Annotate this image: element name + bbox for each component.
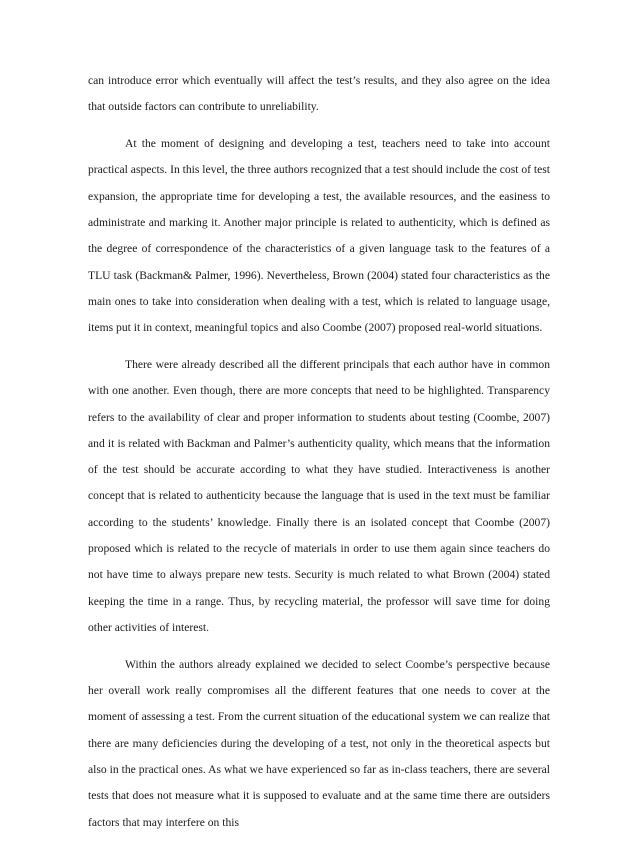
paragraph-practicality-authenticity: At the moment of designing and developing a test, teachers need to take into account practical aspects. In this level, the three authors recognized that a test should include the cost of test expansion, the appropriate time for developing a test, the available resources, and the easiness to administrate and marking it. Another major principle is related to authenticity, which is defined as the degree of correspondence of the characteristics of a given language task to the features of a TLU task (Backman& Palmer, 1996). Nevertheless, Brown (2004) stated four characteristics as the main ones to take into consideration when dealing with a test, which is related to language usage, items put it in context, meaningful topics and also Coombe (2007) proposed real-world situations. (88, 137, 550, 335)
paragraph-transparency-security: There were already described all the different principals that each author have in common with one another. Even though, there are more concepts that need to be highlighted. Transparency refers to the availability of clear and proper information to students about testing (Coombe, 2007) and it is related with Backman and Palmer’s authenticity quality, which means that the information of the test should be accurate according to what they have studied. Interactiveness is another concept that is related to authenticity because the language that is used in the text must be familiar according to the students’ knowledge. Finally there is an isolated concept that Coombe (2007) proposed which is related to the recycle of materials in order to use them again since teachers do not have time to always prepare new tests. Security is much related to what Brown (2004) stated keeping the time in a range. Thus, by recycling material, the professor will save time for doing other activities of interest. (88, 357, 550, 634)
body-text (88, 68, 550, 846)
paragraph-continuation: can introduce error which eventually will affect the test’s results, and they also agree on the idea that outside factors can contribute to unreliability. (88, 74, 550, 114)
paragraph-coombe-perspective: Within the authors already explained we decided to select Coombe’s perspective because her overall work really compromises all the different features that one needs to cover at the moment of assessing a test. From the current situation of the educational system we can realize that there are many deficiencies during the developing of a test, not only in the theoretical aspects but also in the practical ones. As what we have experienced so far as in-class teachers, there are several tests that does not measure what it is supposed to evaluate and at the same time there are outsiders factors that may interfere on this (88, 657, 550, 829)
